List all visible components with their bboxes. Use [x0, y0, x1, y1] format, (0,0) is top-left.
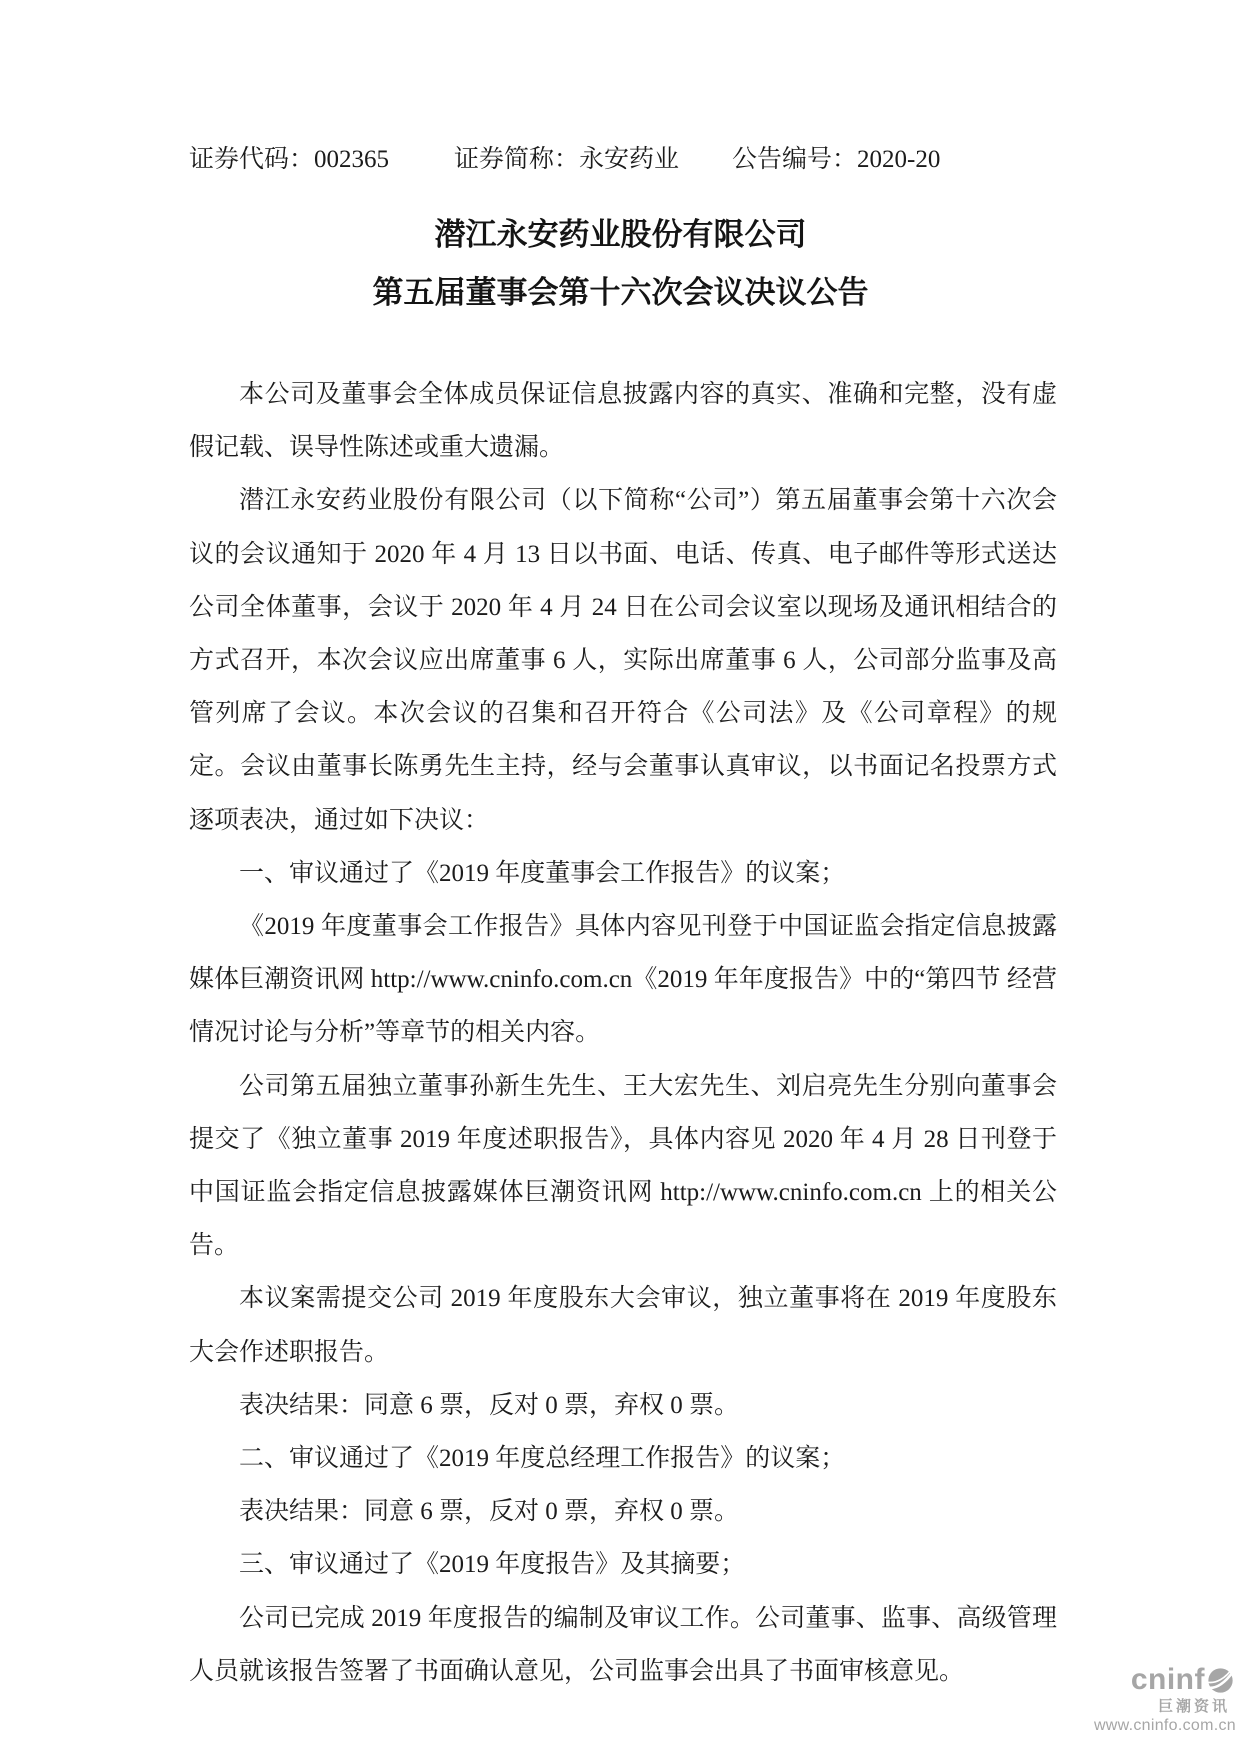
cninfo-brand-text: cninf — [1130, 1663, 1205, 1696]
cninfo-logo-top-row — [1076, 1665, 1234, 1695]
cninfo-url: www.cninfo.com.cn — [1093, 1717, 1236, 1734]
cninfo-chinese-name: 巨潮资讯 — [1157, 1698, 1230, 1715]
item-2-vote-result: 表决结果：同意 6 票，反对 0 票，弃权 0 票。 — [239, 1498, 740, 1526]
title-block — [0, 215, 1241, 313]
cninfo-logo — [1076, 1665, 1236, 1734]
stock-code: 证券代码：002365 — [189, 146, 390, 173]
disclaimer-paragraph: 本公司及董事会全体成员保证信息披露内容的真实、准确和完整，没有虚假记载、误导性陈述或重大遗漏。 — [189, 381, 1057, 462]
item-1-detail: 《2019 年度董事会工作报告》具体内容见刊登于中国证监会指定信息披露媒体巨潮资讯网 http://www.cninfo.com.cn《2019 年年度报告》中的“第四节 经营情况讨论与分析”等章节的相关内容。 — [189, 913, 1057, 1047]
document-subtitle: 第五届董事会第十六次会议决议公告 — [372, 275, 869, 310]
item-1-independent-directors: 公司第五届独立董事孙新生先生、王大宏先生、刘启亮先生分别向董事会提交了《独立董事 2019 年度述职报告》，具体内容见 2020 年 4 月 28 日刊登于中国证监会指定信息披露媒体巨潮资讯网 http://www.cninfo.com.cn 上的相关公告。 — [189, 1072, 1057, 1260]
meeting-summary-paragraph: 潜江永安药业股份有限公司（以下简称“公司”）第五届董事会第十六次会议的会议通知于 2020 年 4 月 13 日以书面、电话、传真、电子邮件等形式送达公司全体董事，会议于 2020 年 4 月 24 日在公司会议室以现场及通讯相结合的方式召开，本次会议应出席董事 6 人，实际出席董事 6 人，公司部分监事及高管列席了会议。本次会议的召集和召开符合《公司法》及《公司章程》的规定。会议由董事长陈勇先生主持，经与会董事认真审议，以书面记名投票方式逐项表决，通过如下决议： — [189, 487, 1057, 834]
cninfo-globe-icon — [1207, 1667, 1234, 1694]
securities-info-line — [189, 143, 1121, 177]
item-3-detail: 公司已完成 2019 年度报告的编制及审议工作。公司董事、监事、高级管理人员就该报告签署了书面确认意见，公司监事会出具了书面审核意见。 — [189, 1604, 1057, 1685]
item-1-vote-result: 表决结果：同意 6 票，反对 0 票，弃权 0 票。 — [239, 1391, 740, 1419]
item-2-heading: 二、审议通过了《2019 年度总经理工作报告》的议案； — [239, 1445, 846, 1473]
announcement-number: 公告编号：2020-20 — [732, 146, 941, 173]
company-title: 潜江永安药业股份有限公司 — [434, 217, 807, 252]
item-3-heading: 三、审议通过了《2019 年度报告》及其摘要； — [239, 1551, 746, 1579]
item-1-submission-note: 本议案需提交公司 2019 年度股东大会审议，独立董事将在 2019 年度股东大会作述职报告。 — [189, 1285, 1057, 1366]
stock-short-name: 证券简称：永安药业 — [454, 146, 680, 173]
document-body — [189, 368, 1057, 1698]
item-1-heading: 一、审议通过了《2019 年度董事会工作报告》的议案； — [239, 859, 846, 887]
